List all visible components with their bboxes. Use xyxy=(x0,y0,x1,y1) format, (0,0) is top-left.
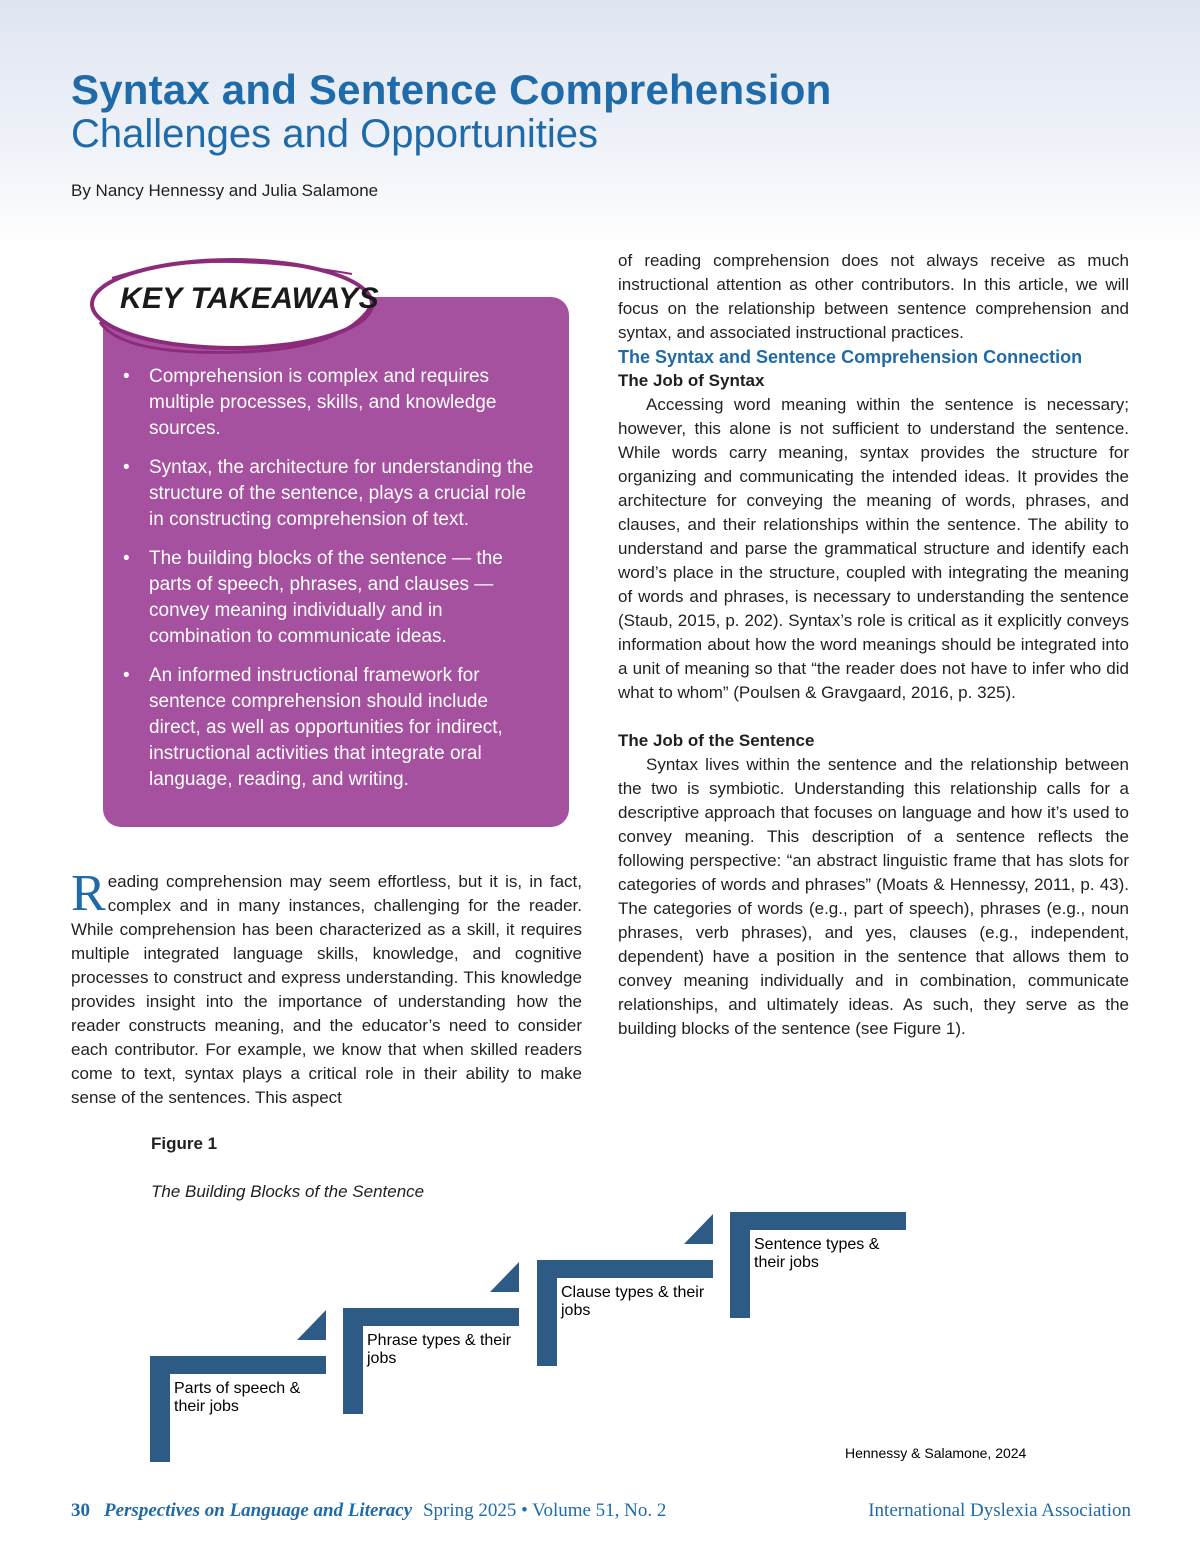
organization-name: International Dyslexia Association xyxy=(868,1500,1131,1521)
left-column-text xyxy=(71,865,582,1110)
step-1-post xyxy=(150,1356,170,1462)
continuation-paragraph: of reading comprehension does not always receive as much instructional attention as other contributors. In this article, we will focus on the relationship between sentence comprehension and syntax, and associated instructional practices. xyxy=(618,251,1129,342)
takeaway-item: • Comprehension is complex and requires multiple processes, skills, and knowledge sources. xyxy=(121,364,541,442)
figure-caption: The Building Blocks of the Sentence xyxy=(151,1182,425,1201)
step-4-post xyxy=(730,1212,750,1318)
step-3-post xyxy=(537,1260,557,1366)
step-1-arrow xyxy=(297,1310,326,1340)
key-takeaways-list xyxy=(121,364,541,806)
step-3-label: Clause types & their jobs xyxy=(561,1284,705,1319)
step-2-post xyxy=(343,1308,363,1414)
job-of-sentence-paragraph: Syntax lives within the sentence and the relationship between the two is symbiotic. Understanding this relationship calls for a descriptive approach that focuses on language and how it’s used to convey meaning. This description of a sentence reflects the following perspective: “an abstract linguistic frame that has slots for categories of words and phrases” (Moats & Hennessy, 2011, p. 43). The categories of words (e.g., part of speech), phrases (e.g., noun phrases, verb phrases), and yes, clauses (e.g., independent, dependent) have a position in the sentence that allows them to convey meaning individually and in combination, communicate relationships, and ultimately ideas. As such, they serve as the building blocks of the sentence (see Figure 1). xyxy=(618,755,1129,1038)
key-takeaways-title: KEY TAKEAWAYS xyxy=(120,282,379,315)
intro-paragraph: eading comprehension may seem effortless, but it is, in fact, complex and in many instances, challenging for the reader. While comprehension has been characterized as a skill, it requires multiple integrated language skills, knowledge, and cognitive processes to construct and express understanding. This knowledge provides insight into the importance of understanding how the reader constructs meaning, and the educator’s need to consider each contributor. For example, we know that when skilled readers come to text, syntax plays a critical role in their ability to make sense of the sentences. This aspect xyxy=(71,872,582,1107)
issue-info: Spring 2025 • Volume 51, No. 2 xyxy=(422,1500,667,1521)
section-heading: The Syntax and Sentence Comprehension Connection xyxy=(618,347,1083,367)
takeaway-item: • The building blocks of the sentence — the parts of speech, phrases, and clauses — convey meaning individually and in combination to communicate ideas. xyxy=(121,546,541,650)
step-2-label: Phrase types & their jobs xyxy=(367,1332,512,1367)
step-2-bar xyxy=(343,1308,519,1326)
article-subtitle: Challenges and Opportunities xyxy=(71,112,599,156)
step-3-arrow xyxy=(684,1214,713,1244)
byline: By Nancy Hennessy and Julia Salamone xyxy=(71,181,379,200)
article-title: Syntax and Sentence Comprehension xyxy=(71,66,832,113)
journal-name: Perspectives on Language and Literacy xyxy=(104,1500,413,1521)
right-column-text xyxy=(618,249,1129,1041)
step-3-bar xyxy=(537,1260,713,1278)
job-of-syntax-paragraph: Accessing word meaning within the sentence is necessary; however, this alone is not sufficient to understand the sentence. While words carry meaning, syntax provides the structure for organizing and communicating the intended ideas. It provides the architecture for conveying the meaning of words, phrases, and clauses, and their relationships within the sentence. The ability to understand and parse the grammatical structure and identify each word’s place in the structure, coupled with integrating the meaning of words and phrases, is necessary to understanding the sentence (Staub, 2015, p. 202). Syntax’s role is critical as it explicitly conveys information about how the word meanings should be integrated into a unit of meaning so that “the reader does not have to infer who did what to whom” (Poulsen & Gravgaard, 2016, p. 325). xyxy=(618,395,1129,702)
step-4-label: Sentence types & their jobs xyxy=(754,1236,880,1271)
step-2-arrow xyxy=(490,1262,519,1292)
takeaway-item: • An informed instructional framework for sentence comprehension should include direct, as well as opportunities for indirect, instructional activities that integrate oral language, reading, and writing. xyxy=(121,663,541,793)
subheading-job-of-syntax: The Job of Syntax xyxy=(618,371,765,390)
takeaway-item: • Syntax, the architecture for understanding the structure of the sentence, plays a crucial role in constructing comprehension of text. xyxy=(121,455,541,533)
figure-label: Figure 1 xyxy=(151,1134,218,1153)
step-4-bar xyxy=(730,1212,906,1230)
page-number: 30 xyxy=(71,1500,90,1521)
step-1-label: Parts of speech & their jobs xyxy=(174,1380,301,1415)
figure-credit: Hennessy & Salamone, 2024 xyxy=(845,1445,1027,1461)
step-1-bar xyxy=(150,1356,326,1374)
page-footer xyxy=(71,1500,1131,1522)
drop-cap: R xyxy=(71,865,106,922)
subheading-job-of-sentence: The Job of the Sentence xyxy=(618,731,815,750)
